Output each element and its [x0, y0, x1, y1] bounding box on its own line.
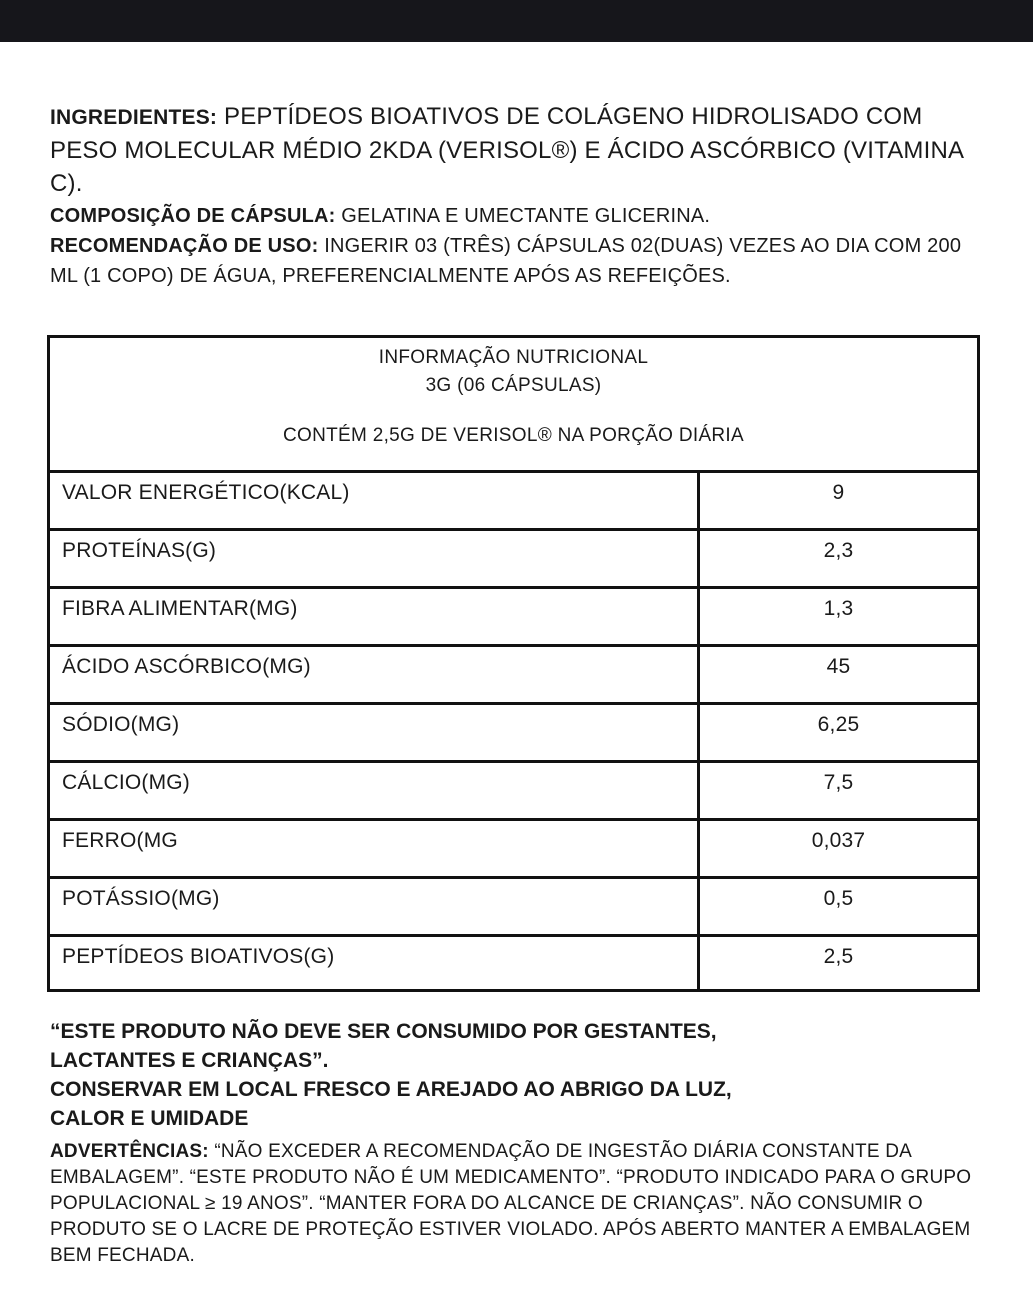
- advertencias-paragraph: [50, 1139, 990, 1269]
- nutrient-value: 6,25: [817, 713, 860, 736]
- nutrient-name: FERRO(MG: [50, 821, 700, 876]
- ingredients-paragraph: [50, 100, 980, 200]
- table-row: [50, 531, 977, 589]
- ingredients-label: INGREDIENTES:: [50, 106, 218, 129]
- nutrition-table: [47, 335, 980, 992]
- nutrient-value: 2,5: [823, 945, 854, 968]
- nutrient-name: FIBRA ALIMENTAR(MG): [50, 589, 700, 644]
- nutrition-title: INFORMAÇÃO NUTRICIONAL: [378, 347, 649, 368]
- capsule-text: GELATINA E UMECTANTE GLICERINA.: [341, 205, 711, 227]
- pregnancy-warning-line2: LACTANTES E CRIANÇAS”.: [50, 1049, 329, 1072]
- nutrient-value: 7,5: [823, 771, 854, 794]
- table-row: [50, 705, 977, 763]
- pregnancy-warning: [50, 1017, 950, 1075]
- table-row: [50, 821, 977, 879]
- nutrient-name: ÁCIDO ASCÓRBICO(MG): [50, 647, 700, 702]
- pregnancy-warning-line1: “ESTE PRODUTO NÃO DEVE SER CONSUMIDO POR GESTANTES,: [50, 1020, 717, 1043]
- top-bar: [0, 0, 1033, 42]
- table-row: [50, 647, 977, 705]
- capsule-label: COMPOSIÇÃO DE CÁPSULA:: [50, 205, 336, 227]
- storage-warning-line1: CONSERVAR EM LOCAL FRESCO E AREJADO AO ABRIGO DA LUZ,: [50, 1078, 732, 1101]
- nutrient-name: VALOR ENERGÉTICO(KCAL): [50, 473, 700, 528]
- nutrient-value: 1,3: [823, 597, 854, 620]
- table-row: [50, 589, 977, 647]
- nutrient-name: PEPTÍDEOS BIOATIVOS(G): [50, 937, 700, 992]
- table-row: [50, 473, 977, 531]
- table-row: [50, 879, 977, 937]
- recommendation-label: RECOMENDAÇÃO DE USO:: [50, 235, 319, 257]
- usage-recommendation: [50, 231, 990, 291]
- table-row: [50, 937, 977, 992]
- storage-warning: [50, 1075, 950, 1133]
- nutrient-value: 2,3: [823, 539, 854, 562]
- nutrition-portion: 3G (06 CÁPSULAS): [425, 375, 602, 396]
- capsule-composition: [50, 201, 990, 231]
- table-row: [50, 763, 977, 821]
- nutrient-name: SÓDIO(MG): [50, 705, 700, 760]
- nutrient-name: CÁLCIO(MG): [50, 763, 700, 818]
- advertencias-text: “NÃO EXCEDER A RECOMENDAÇÃO DE INGESTÃO DIÁRIA CONSTANTE DA EMBALAGEM”. “ESTE PRODUTO NÃO É UM MEDICAMENTO”. “PRODUTO INDICADO PARA O GRUPO POPULACIONAL ≥ 19 ANOS”. “MANTER FORA DO ALCANCE DE CRIANÇAS”. NÃO CONSUMIR O PRODUTO SE O LACRE DE PROTEÇÃO ESTIVER VIOLADO. APÓS ABERTO MANTER A EMBALAGEM BEM FECHADA.: [50, 1141, 972, 1266]
- nutrient-value: 0,037: [811, 829, 866, 852]
- nutrition-note: CONTÉM 2,5G DE VERISOL® NA PORÇÃO DIÁRIA: [283, 425, 744, 446]
- storage-warning-line2: CALOR E UMIDADE: [50, 1107, 249, 1130]
- nutrient-value: 0,5: [823, 887, 854, 910]
- nutrient-value: 45: [826, 655, 851, 678]
- advertencias-label: ADVERTÊNCIAS:: [50, 1141, 209, 1162]
- nutrition-header: [50, 338, 977, 473]
- nutrient-name: PROTEÍNAS(G): [50, 531, 700, 586]
- ingredients-text: PEPTÍDEOS BIOATIVOS DE COLÁGENO HIDROLISADO COM PESO MOLECULAR MÉDIO 2KDA (VERISOL®) E ÁCIDO ASCÓRBICO (VITAMINA C).: [50, 103, 963, 197]
- recommendation-text: INGERIR 03 (TRÊS) CÁPSULAS 02(DUAS) VEZES AO DIA COM 200 ML (1 COPO) DE ÁGUA, PREFERENCIALMENTE APÓS AS REFEIÇÕES.: [50, 235, 962, 287]
- nutrient-name: POTÁSSIO(MG): [50, 879, 700, 934]
- nutrient-value: 9: [832, 481, 845, 504]
